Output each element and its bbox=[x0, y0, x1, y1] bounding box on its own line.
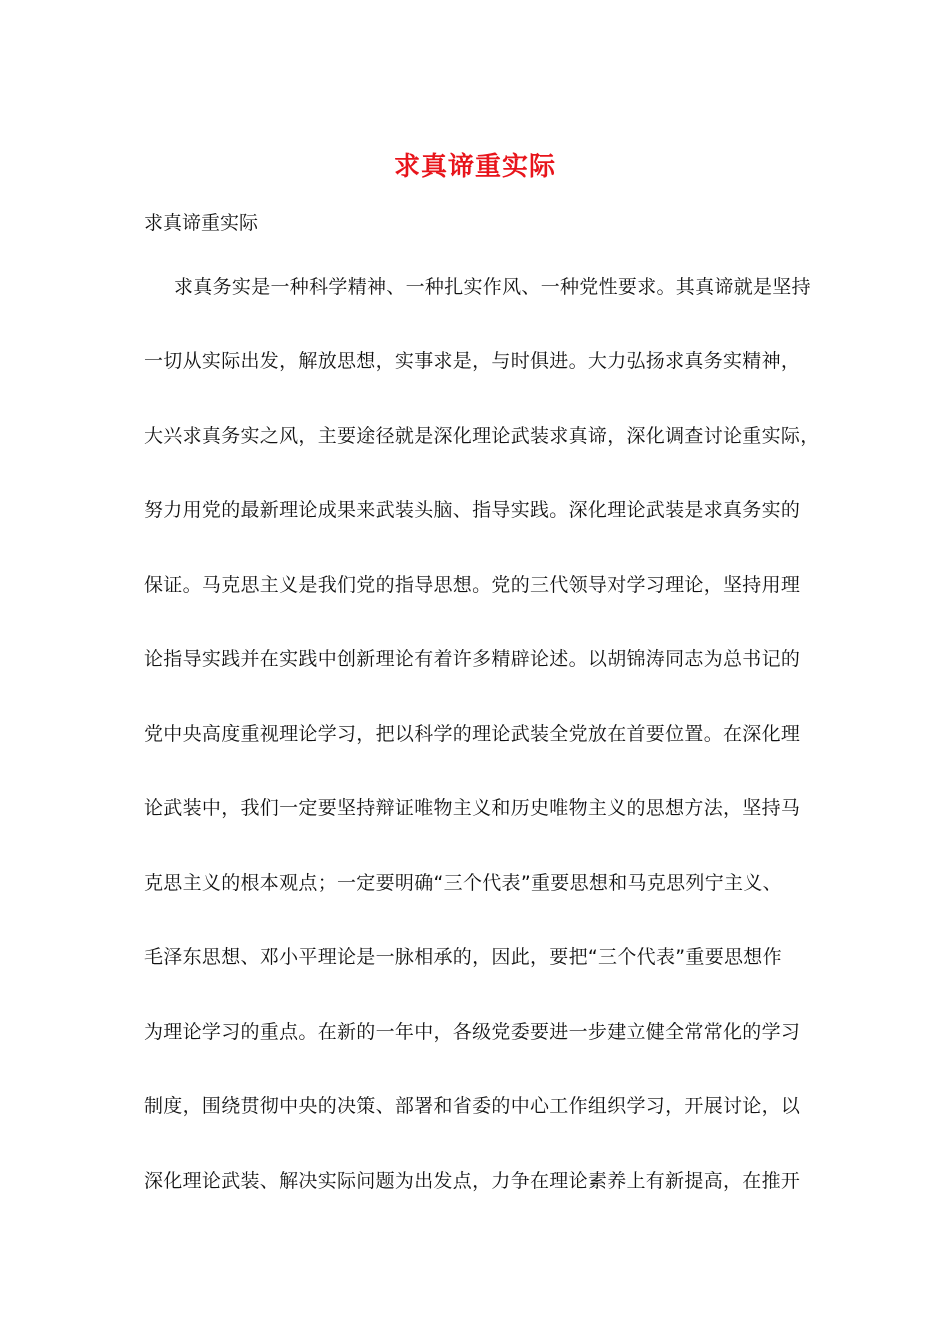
body-line: 论武装中，我们一定要坚持辩证唯物主义和历史唯物主义的思想方法，坚持马 bbox=[144, 797, 801, 819]
body-line: 克思主义的根本观点；一定要明确“三个代表”重要思想和马克思列宁主义、 bbox=[144, 872, 782, 894]
body-line: 一切从实际出发，解放思想，实事求是，与时俱进。大力弘扬求真务实精神， bbox=[144, 350, 801, 372]
body-line: 党中央高度重视理论学习，把以科学的理论武装全党放在首要位置。在深化理 bbox=[144, 723, 801, 745]
document-title: 求真谛重实际 bbox=[393, 152, 556, 182]
body-line: 保证。马克思主义是我们党的指导思想。党的三代领导对学习理论，坚持用理 bbox=[144, 574, 801, 596]
body-line: 大兴求真务实之风，主要途径就是深化理论武装求真谛，深化调查讨论重实际， bbox=[144, 425, 820, 447]
body-line: 论指导实践并在实践中创新理论有着许多精辟论述。以胡锦涛同志为总书记的 bbox=[144, 648, 801, 670]
body-line: 深化理论武装、解决实际问题为出发点，力争在理论素养上有新提高，在推开 bbox=[144, 1170, 801, 1192]
body-line: 为理论学习的重点。在新的一年中，各级党委要进一步建立健全常常化的学习 bbox=[144, 1021, 801, 1043]
document-subtitle: 求真谛重实际 bbox=[144, 212, 259, 234]
body-line: 努力用党的最新理论成果来武装头脑、指导实践。深化理论武装是求真务实的 bbox=[144, 499, 801, 521]
body-line: 毛泽东思想、邓小平理论是一脉相承的，因此，要把“三个代表”重要思想作 bbox=[144, 946, 782, 968]
body-line: 制度，围绕贯彻中央的决策、部署和省委的中心工作组织学习，开展讨论，以 bbox=[144, 1095, 801, 1117]
body-line: 求真务实是一种科学精神、一种扎实作风、一种党性要求。其真谛就是坚持 bbox=[174, 276, 811, 298]
